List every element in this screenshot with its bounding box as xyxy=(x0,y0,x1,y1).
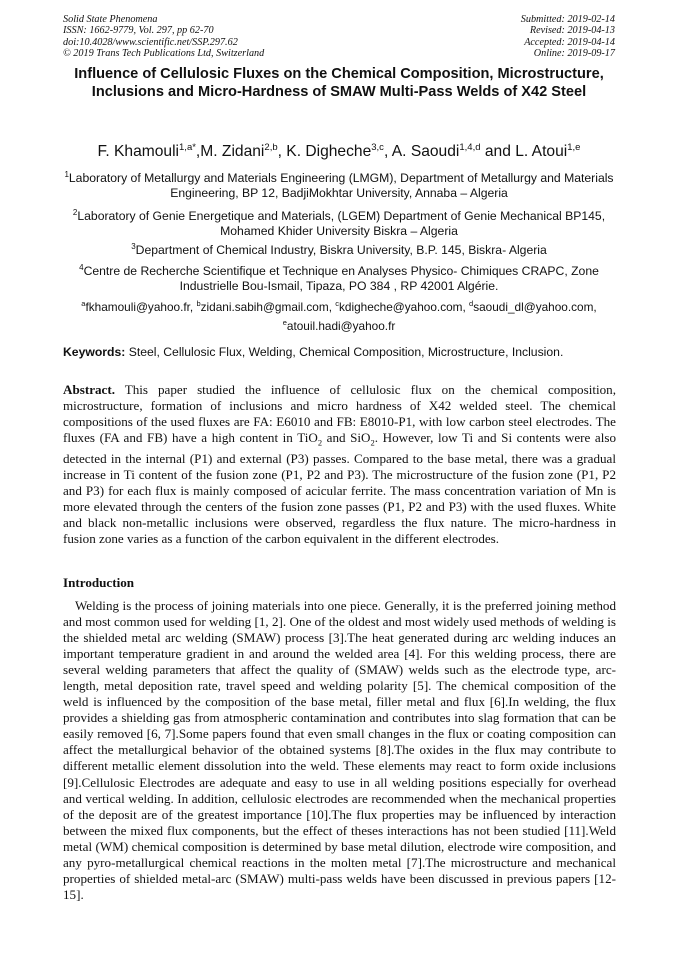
author-separator: , xyxy=(277,143,287,161)
email-link[interactable]: atouil.hadi@yahoo.fr xyxy=(286,319,396,334)
accepted-date: Accepted: 2019-04-14 xyxy=(524,36,615,48)
journal-info xyxy=(63,14,264,60)
abstract-text: This paper studied the influence of cellulosic flux on the chemical composition, microstructure, formation of inclusions and micro hardness of X42 welded steel. The chemical compositions of the used fluxes are FA: E6010 and FB: E8010-P1, with low carbon steel electrodes. The fluxes (FA and FB) have a high content in TiO xyxy=(63,382,616,446)
affiliation-number: 3 xyxy=(131,242,136,251)
email-separator: , xyxy=(462,299,470,314)
abstract-text: and SiO xyxy=(322,430,371,446)
author-list xyxy=(40,139,638,161)
email-link[interactable]: zidani.sabih@gmail.com xyxy=(200,299,329,314)
affiliation xyxy=(50,167,628,202)
author-emails xyxy=(44,296,634,335)
journal-name: Solid State Phenomena xyxy=(63,14,158,25)
keywords xyxy=(63,345,619,360)
introduction-paragraph: Welding is the process of joining materials into one piece. Generally, it is the preferred joining method and most common used for welding [1, 2]. One of the oldest and most widely used methods of welding is the shielded metal arc welding (SMAW) process [3].The heat generated during arc welding induces an important temperature gradient in and around the welded area [4]. For this welding process, there are several welding parameters that affect the quality of (SMAW) welds such as the electrode type, arc-length, metal deposition rate, travel speed and welding polarity [5]. The chemical composition of the weld is influenced by the composition of the base metal, filler metal and flux [6].In welding, the flux provides a shielding gas from atmospheric contamination and contributes into slag formation that can be easily removed [6, 7].Some papers found that even small changes in the flux or coating composition can affect the metallurgical behavior of the obtained systems [8].The oxides in the flux may contribute to different metallic element dissolution into the weld. These elements may react to form oxide inclusions [9].Cellulosic Electrodes are adequate and easy to use in all welding positions especially for overhead and vertical welding. In addition, cellulosic electrodes are recommended when the mechanical properties of the deposit are of the greatest importance [10].The flux properties may be influenced by interaction between the mixed flux components, but the effect of theses interactions has not been studied [11].Weld metal (WM) chemical composition is determined by base metal dilution, electrode wire composition, and any pyro-metallurgical chemical reactions in the molten metal [7].The microstructure and mechanical properties of shielded metal-arc (SMAW) multi-pass welds have been discussed in previous papers [12-15]. xyxy=(63,598,616,902)
author-affiliation-marker: 3,c xyxy=(371,142,384,153)
affiliation-text: Centre de Recherche Scientifique et Technique en Analyses Physico- Chimiques CRAPC, Zone Industrielle Bou-Ismail, Tipaza, PO 384 , RP 42001 Algérie. xyxy=(83,264,599,294)
submitted-date: Submitted: 2019-02-14 xyxy=(520,14,615,25)
email-link[interactable]: fkhamouli@yahoo.fr xyxy=(85,299,190,314)
journal-issn: ISSN: 1662-9779, Vol. 297, pp 62-70 xyxy=(63,25,214,37)
affiliation-number: 4 xyxy=(79,263,84,272)
author-affiliation-marker: 1,e xyxy=(567,142,581,153)
affiliation-text: Laboratory of Genie Energetique and Materials, (LGEM) Department of Genie Mechanical BP145, Mohamed Khider University Biskra – Algeria xyxy=(77,209,606,239)
affiliation-text: Department of Chemical Industry, Biskra University, B.P. 145, Biskra- Algeria xyxy=(135,243,547,258)
author-separator: , xyxy=(195,143,201,161)
email-marker: c xyxy=(335,299,340,308)
submission-dates xyxy=(521,14,615,60)
author-separator: , xyxy=(383,143,392,161)
affiliation-text: Laboratory of Metallurgy and Materials Engineering (LMGM), Department of Metallurgy and Materials Engineering, BP 12, BadjiMokhtar University, Annaba – Algeria xyxy=(68,171,614,201)
keywords-text: Steel, Cellulosic Flux, Welding, Chemical Composition, Microstructure, Inclusion. xyxy=(128,345,564,359)
author-name: A. Saoudi xyxy=(391,143,460,161)
author-name: M. Zidani xyxy=(200,143,265,161)
email-link[interactable]: saoudi_dl@yahoo.com xyxy=(473,299,594,314)
email-separator: , xyxy=(593,299,597,314)
email-marker: a xyxy=(81,299,86,308)
author-name: L. Atoui xyxy=(515,143,568,161)
email-separator: , xyxy=(189,299,197,314)
author-separator: and xyxy=(480,143,516,161)
online-date: Online: 2019-09-17 xyxy=(533,48,615,60)
abstract-subscript: 2 xyxy=(370,437,375,448)
email-marker: e xyxy=(282,318,287,328)
abstract-label: Abstract. xyxy=(63,382,115,397)
keywords-label: Keywords: xyxy=(63,345,126,359)
affiliation-number: 1 xyxy=(64,170,69,179)
author-name: F. Khamouli xyxy=(97,143,180,161)
abstract-text: . However, low Ti and Si contents were also detected in the internal (P1) and external (P3) passes. Compared to the base metal, there was a gradual increase in Ti content of the fusion zone (P1, P2 and P3). The microstructure of the fusion zone (P1, P2 and P3) for each flux is mainly composed of acicular ferrite. The mass concentration variation of Mn is more elevated through the centers of the fusion zone passes (P1, P2 and P3) with the used fluxes. White and black non-metallic inclusions were observed, regardless the flux nature. The micro-hardness in fusion zone varies as a function of the carbon equivalent in the different electrodes. xyxy=(63,430,616,547)
abstract-subscript: 2 xyxy=(317,437,323,448)
affiliation-number: 2 xyxy=(72,208,78,217)
journal-doi: doi:10.4028/www.scientific.net/SSP.297.62 xyxy=(63,36,238,48)
paper-title: Influence of Cellulosic Fluxes on the Chemical Composition, Microstructure, Inclusions and Micro-Hardness of SMAW Multi-Pass Welds of X42 Steel xyxy=(74,66,604,100)
revised-date: Revised: 2019-04-13 xyxy=(529,25,615,37)
email-marker: b xyxy=(196,299,201,308)
email-marker: d xyxy=(469,299,474,308)
email-link[interactable]: kdigheche@yahoo.com xyxy=(339,299,463,314)
journal-copyright: © 2019 Trans Tech Publications Ltd, Switzerland xyxy=(63,48,265,60)
introduction-heading: Introduction xyxy=(63,575,135,590)
author-affiliation-marker: 1,4,d xyxy=(459,142,481,153)
affiliation xyxy=(50,239,628,258)
affiliation xyxy=(50,260,628,295)
author-name: K. Digheche xyxy=(286,143,372,161)
author-affiliation-marker: 1,a* xyxy=(179,142,196,153)
affiliation xyxy=(50,205,628,240)
email-separator: , xyxy=(328,299,336,314)
abstract xyxy=(63,382,616,547)
author-affiliation-marker: 2,b xyxy=(264,142,278,153)
